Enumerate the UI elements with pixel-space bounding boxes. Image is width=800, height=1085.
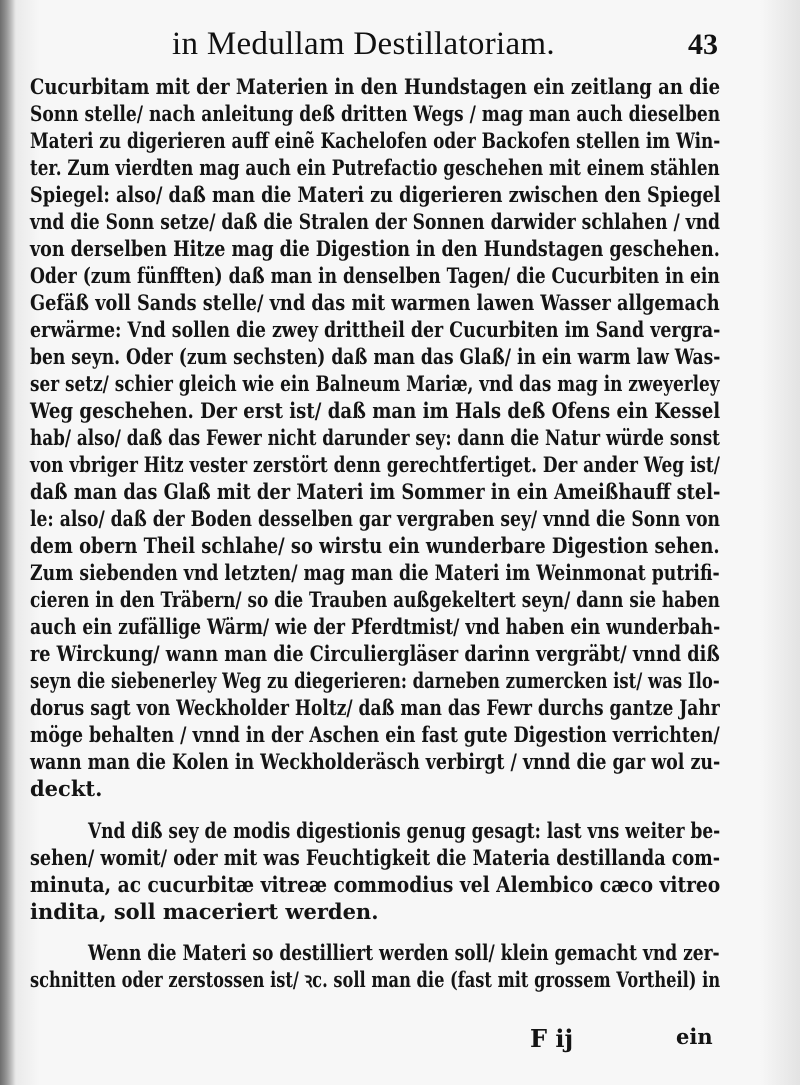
catchword: ein bbox=[676, 1024, 713, 1049]
text-line: ser setz/ schier gleich wie ein Balneum Mariæ, vnd das mag in zweyerley bbox=[30, 371, 720, 396]
text-line: Gefäß voll Sands stelle/ vnd das mit warmen lawen Wasser allgemach bbox=[30, 290, 720, 315]
text-line: le: also/ daß der Boden desselben gar vergraben sey/ vnnd die Sonn von bbox=[30, 506, 721, 531]
signature-mark: F ij bbox=[530, 1024, 574, 1053]
text-line: wann man die Kolen in Weckholderäsch verbirgt / vnnd die gar wol zu- bbox=[30, 749, 721, 774]
page-footer bbox=[0, 1024, 800, 1060]
text-line: Spiegel: also/ daß man die Materi zu digerieren zwischen den Spiegel bbox=[30, 182, 721, 207]
text-line: Cucurbitam mit der Materien in den Hundstagen ein zeitlang an die bbox=[30, 74, 721, 99]
gutter-shadow bbox=[0, 0, 16, 1085]
text-line: ter. Zum vierdten mag auch ein Putrefactio geschehen mit einem stählen bbox=[30, 155, 720, 180]
text-line: möge behalten / vnnd in der Aschen ein fast gute Digestion verrichten/ bbox=[30, 722, 720, 747]
running-head-title: in Medullam Destillatoriam. bbox=[172, 26, 555, 62]
text-line: Materi zu digerieren auff einẽ Kachelofen oder Backofen stellen im Win- bbox=[30, 128, 721, 153]
page-number: 43 bbox=[688, 28, 718, 61]
text-line: auch ein zufällige Wärm/ wie der Pferdtmist/ vnd haben ein wunderbah- bbox=[30, 614, 721, 639]
text-line: Zum siebenden vnd letzten/ mag man die Materi im Weinmonat putrifi- bbox=[30, 560, 720, 585]
text-line: re Wirckung/ wann man die Circuliergläser darinn vergräbt/ vnnd diß bbox=[30, 641, 720, 666]
text-line: erwärme: Vnd sollen die zwey drittheil der Cucurbiten im Sand vergra- bbox=[30, 317, 721, 342]
running-head bbox=[0, 26, 800, 66]
text-line: schnitten oder zerstossen ist/ ꝛc. soll man die (fast mit grossem Vortheil) in bbox=[30, 967, 721, 992]
text-line: Wenn die Materi so destilliert werden soll/ klein gemacht vnd zer- bbox=[88, 940, 720, 965]
text-line: von vbriger Hitz vester zerstört denn gerechtfertiget. Der ander Weg ist/ bbox=[30, 452, 720, 477]
text-line: Vnd diß sey de modis digestionis genug gesagt: last vns weiter be- bbox=[88, 818, 721, 843]
text-line: daß man das Glaß mit der Materi im Sommer in ein Ameißhauff stel- bbox=[30, 479, 721, 504]
text-line: Oder (zum fünfften) daß man in denselben Tagen/ die Cucurbiten in ein bbox=[30, 263, 720, 288]
text-line: seyn die siebenerley Weg zu diegerieren: darneben zumercken ist/ was Ilo- bbox=[30, 668, 720, 693]
text-line: vnd die Sonn setze/ daß die Stralen der Sonnen darwider schlahen / vnd bbox=[30, 209, 721, 234]
text-line: dorus sagt von Weckholder Holtz/ daß man das Fewr durchs gantze Jahr bbox=[30, 695, 720, 720]
text-line: sehen/ womit/ oder mit was Feuchtigkeit die Materia destillanda com- bbox=[30, 845, 721, 870]
text-line: dem obern Theil schlahe/ so wirstu ein wunderbare Digestion sehen. bbox=[30, 533, 720, 558]
text-line: deckt. bbox=[30, 776, 103, 801]
text-line: hab/ also/ daß das Fewer nicht darunder sey: dann die Natur würde sonst bbox=[30, 425, 720, 450]
text-line: minuta, ac cucurbitæ vitreæ commodius vel Alembico cæco vitreo bbox=[30, 872, 721, 897]
text-line: Weg geschehen. Der erst ist/ daß man im Hals deß Ofens ein Kessel bbox=[30, 398, 721, 423]
text-line: ben seyn. Oder (zum sechsten) daß man das Glaß/ in ein warm law Was- bbox=[30, 344, 721, 369]
text-line: Sonn stelle/ nach anleitung deß dritten Wegs / mag man auch dieselben bbox=[30, 101, 721, 126]
text-line: indita, soll maceriert werden. bbox=[30, 899, 379, 924]
text-line: von derselben Hitze mag die Digestion in den Hundstagen geschehen. bbox=[30, 236, 720, 261]
text-line: cieren in den Träbern/ so die Trauben außgekeltert seyn/ dann sie haben bbox=[30, 587, 720, 612]
